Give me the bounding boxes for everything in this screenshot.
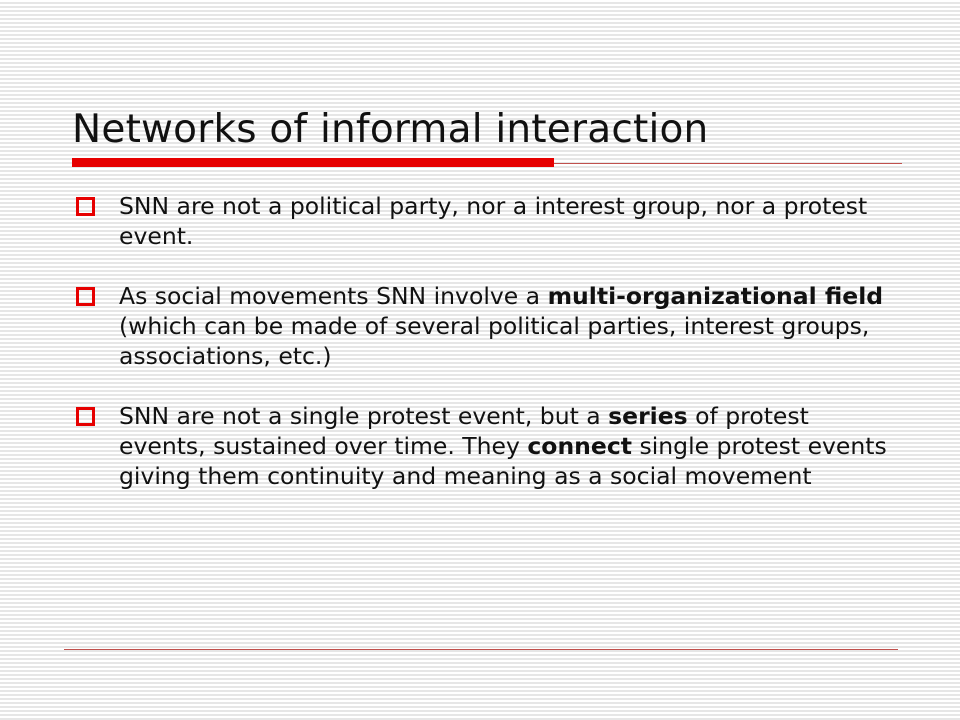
bullet-text (119, 282, 883, 370)
bullet-text (119, 402, 887, 490)
bullet-text-segment: SNN are not a political party, nor a interest group, nor a protest event. (119, 192, 868, 250)
bullet-text-segment: single protest events giving them continuity and meaning as a social movement (119, 432, 887, 490)
hollow-square-bullet-icon (76, 407, 95, 426)
bullet-emphasis: series (608, 402, 688, 430)
bullet-text-segment: SNN are not a single protest event, but a (119, 402, 609, 430)
bullet-list (76, 191, 896, 491)
bullet-text-segment: of protest events, sustained over time. They (119, 402, 809, 460)
title-accent-bar (72, 158, 554, 167)
title-divider-line (554, 163, 902, 164)
bullet-item (76, 281, 896, 371)
bullet-emphasis: multi-organizational field (547, 282, 884, 310)
bullet-emphasis: connect (527, 432, 633, 460)
bullet-item (76, 191, 896, 251)
hollow-square-bullet-icon (76, 287, 95, 306)
slide-title: Networks of informal interaction (72, 107, 709, 152)
footer-divider-line (64, 649, 898, 650)
bullet-text-segment: As social movements SNN involve a (119, 282, 548, 310)
hollow-square-bullet-icon (76, 197, 95, 216)
bullet-text-segment: (which can be made of several political parties, interest groups, associations, etc.) (119, 312, 870, 370)
bullet-item (76, 401, 896, 491)
bullet-text (119, 192, 867, 250)
